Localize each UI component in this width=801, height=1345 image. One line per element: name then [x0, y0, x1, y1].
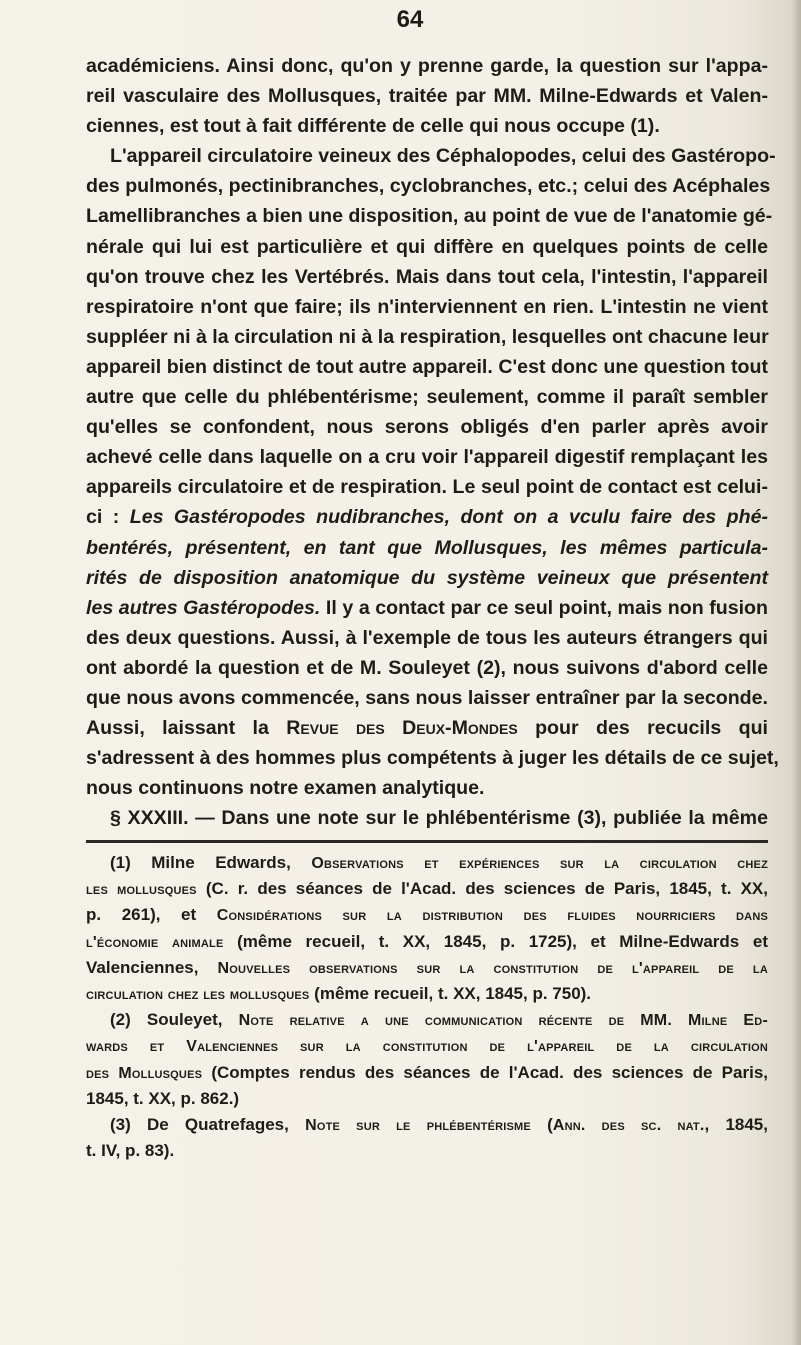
- text-line: autre que celle du phlébentérisme; seulement, comme il paraît sembler: [86, 386, 768, 409]
- text-fragment: Il y a contact par ce seul point, mais non fusion: [320, 596, 768, 619]
- footnote-title: Note relative a une communication récente de MM. Milne Ed-: [238, 1012, 768, 1030]
- footnote-title: Ann. des sc. nat.: [552, 1116, 705, 1134]
- page-number: 64: [396, 6, 424, 33]
- footnote-text: , 1845,: [704, 1114, 768, 1134]
- text-fragment: pour des recucils qui: [517, 717, 768, 740]
- footnote-text: Valenciennes,: [86, 957, 218, 977]
- italic-statement: rités de disposition anatomique du système veineux que présentent: [86, 566, 768, 589]
- footnote-title: Nouvelles observations sur la constitution de l'appareil de la: [217, 959, 768, 977]
- footnote-text: (Comptes rendus des séances de l'Acad. des sciences de Paris,: [202, 1062, 768, 1082]
- text-line: Lamellibranches a bien une disposition, au point de vue de l'anatomie gé-: [86, 205, 773, 228]
- footnote-title: Observations et expériences sur la circulation chez: [311, 855, 768, 872]
- text-line: [86, 533, 768, 563]
- text-line: respiratoire n'ont que faire; ils n'interviennent en rien. L'intestin ne vient: [86, 295, 768, 318]
- text-line: achevé celle dans laquelle on a cru voir l'appareil digestif remplaçant les: [86, 446, 768, 469]
- text-line: ciennes, est tout à fait différente de celle qui nous occupe (1).: [86, 115, 660, 138]
- footnote-line: [86, 955, 768, 981]
- footnote-line: [86, 876, 768, 902]
- text-line: [86, 593, 768, 623]
- text-line: § XXXIII. — Dans une note sur le phlébentérisme (3), publiée la même: [110, 807, 768, 830]
- italic-statement: bentérés, présentent, en tant que Mollusques, les mêmes particula-: [86, 536, 768, 559]
- footnote-line: [86, 1007, 768, 1033]
- footnote-line: [86, 850, 768, 876]
- footnote-line: [86, 902, 768, 928]
- footnote-title: Note sur le phlébentérisme: [305, 1116, 531, 1134]
- footnote-text: (C. r. des séances de l'Acad. des sciences de Paris, 1845, t. XX,: [196, 879, 768, 899]
- footnote-line: t. IV, p. 83).: [86, 1141, 175, 1161]
- footnote-line: [86, 981, 768, 1007]
- text-fragment: ci :: [86, 506, 130, 529]
- text-fragment: Aussi, laissant la: [86, 717, 287, 740]
- text-line: que nous avons commencée, sans nous laisser entraîner par la seconde.: [86, 686, 768, 709]
- footnote-text: (2) Souleyet,: [110, 1010, 239, 1030]
- footnotes-block: [86, 850, 768, 1164]
- footnote-text: (1) Milne Edwards,: [110, 853, 312, 872]
- italic-statement: les autres Gastéropodes.: [86, 596, 321, 619]
- footnote-title: circulation chez les mollusques: [86, 985, 310, 1003]
- text-line: ont abordé la question et de M. Souleyet (2), nous suivons d'abord celle: [86, 656, 768, 679]
- text-line: s'adressent à des hommes plus compétents à juger les détails de ce sujet,: [86, 747, 779, 770]
- footnote-separator-rule: [86, 840, 768, 843]
- text-line: [86, 502, 768, 532]
- text-line: L'appareil circulatoire veineux des Céphalopodes, celui des Gastéropo-: [110, 145, 776, 168]
- footnote-text: p. 261), et: [86, 905, 217, 925]
- footnote-line: [86, 929, 768, 955]
- italic-statement: Les Gastéropodes nudibranches, dont on a vculu faire des phé-: [129, 506, 768, 529]
- footnote-line: [86, 1033, 768, 1059]
- footnote-text: (même recueil, t. XX, 1845, p. 750).: [309, 983, 592, 1003]
- text-line: reil vasculaire des Mollusques, traitée par MM. Milne-Edwards et Valen-: [86, 85, 768, 108]
- journal-title: Revue des Deux-Mondes: [286, 717, 518, 740]
- text-line: nérale qui lui est particulière et qui diffère en quelques points de celle: [86, 235, 768, 258]
- main-text-block: [86, 51, 779, 833]
- footnote-title: des Mollusques: [86, 1064, 203, 1082]
- text-line: des deux questions. Aussi, à l'exemple de tous les auteurs étrangers qui: [86, 626, 768, 649]
- text-line: nous continuons notre examen analytique.: [86, 777, 485, 800]
- footnote-text: (: [530, 1114, 553, 1134]
- text-line: [86, 563, 768, 593]
- footnote-text: (3) De Quatrefages,: [110, 1114, 306, 1134]
- footnote-title: l'économie animale: [86, 933, 224, 951]
- text-line: académiciens. Ainsi donc, qu'on y prenne garde, la question sur l'appa-: [86, 55, 768, 77]
- text-line: des pulmonés, pectinibranches, cyclobranches, etc.; celui des Acéphales: [86, 175, 771, 198]
- text-line: suppléer ni à la circulation ni à la respiration, lesquelles ont chacune leur: [86, 325, 769, 348]
- text-line: appareil bien distinct de tout autre appareil. C'est donc une question tout: [86, 355, 768, 378]
- text-line: [86, 713, 768, 743]
- footnote-text: (même recueil, t. XX, 1845, p. 1725), et Milne-Edwards et: [223, 931, 768, 951]
- footnote-line: [86, 1112, 768, 1138]
- text-line: qu'elles se confondent, nous serons obligés d'en parler après avoir: [86, 416, 768, 439]
- text-line: qu'on trouve chez les Vertébrés. Mais dans tout cela, l'intestin, l'appareil: [86, 265, 768, 288]
- page-edge-shadow: [791, 0, 801, 1345]
- footnote-title: wards et Valenciennes sur la constitution de l'appareil de la circulation: [86, 1038, 768, 1056]
- footnote-title: les mollusques: [86, 881, 197, 899]
- footnote-line: 1845, t. XX, p. 862.): [86, 1088, 240, 1108]
- footnote-line: [86, 1060, 768, 1086]
- footnote-title: Considérations sur la distribution des fluides nourriciers dans: [216, 907, 769, 925]
- text-line: appareils circulatoire et de respiration. Le seul point de contact est celui-: [86, 476, 768, 499]
